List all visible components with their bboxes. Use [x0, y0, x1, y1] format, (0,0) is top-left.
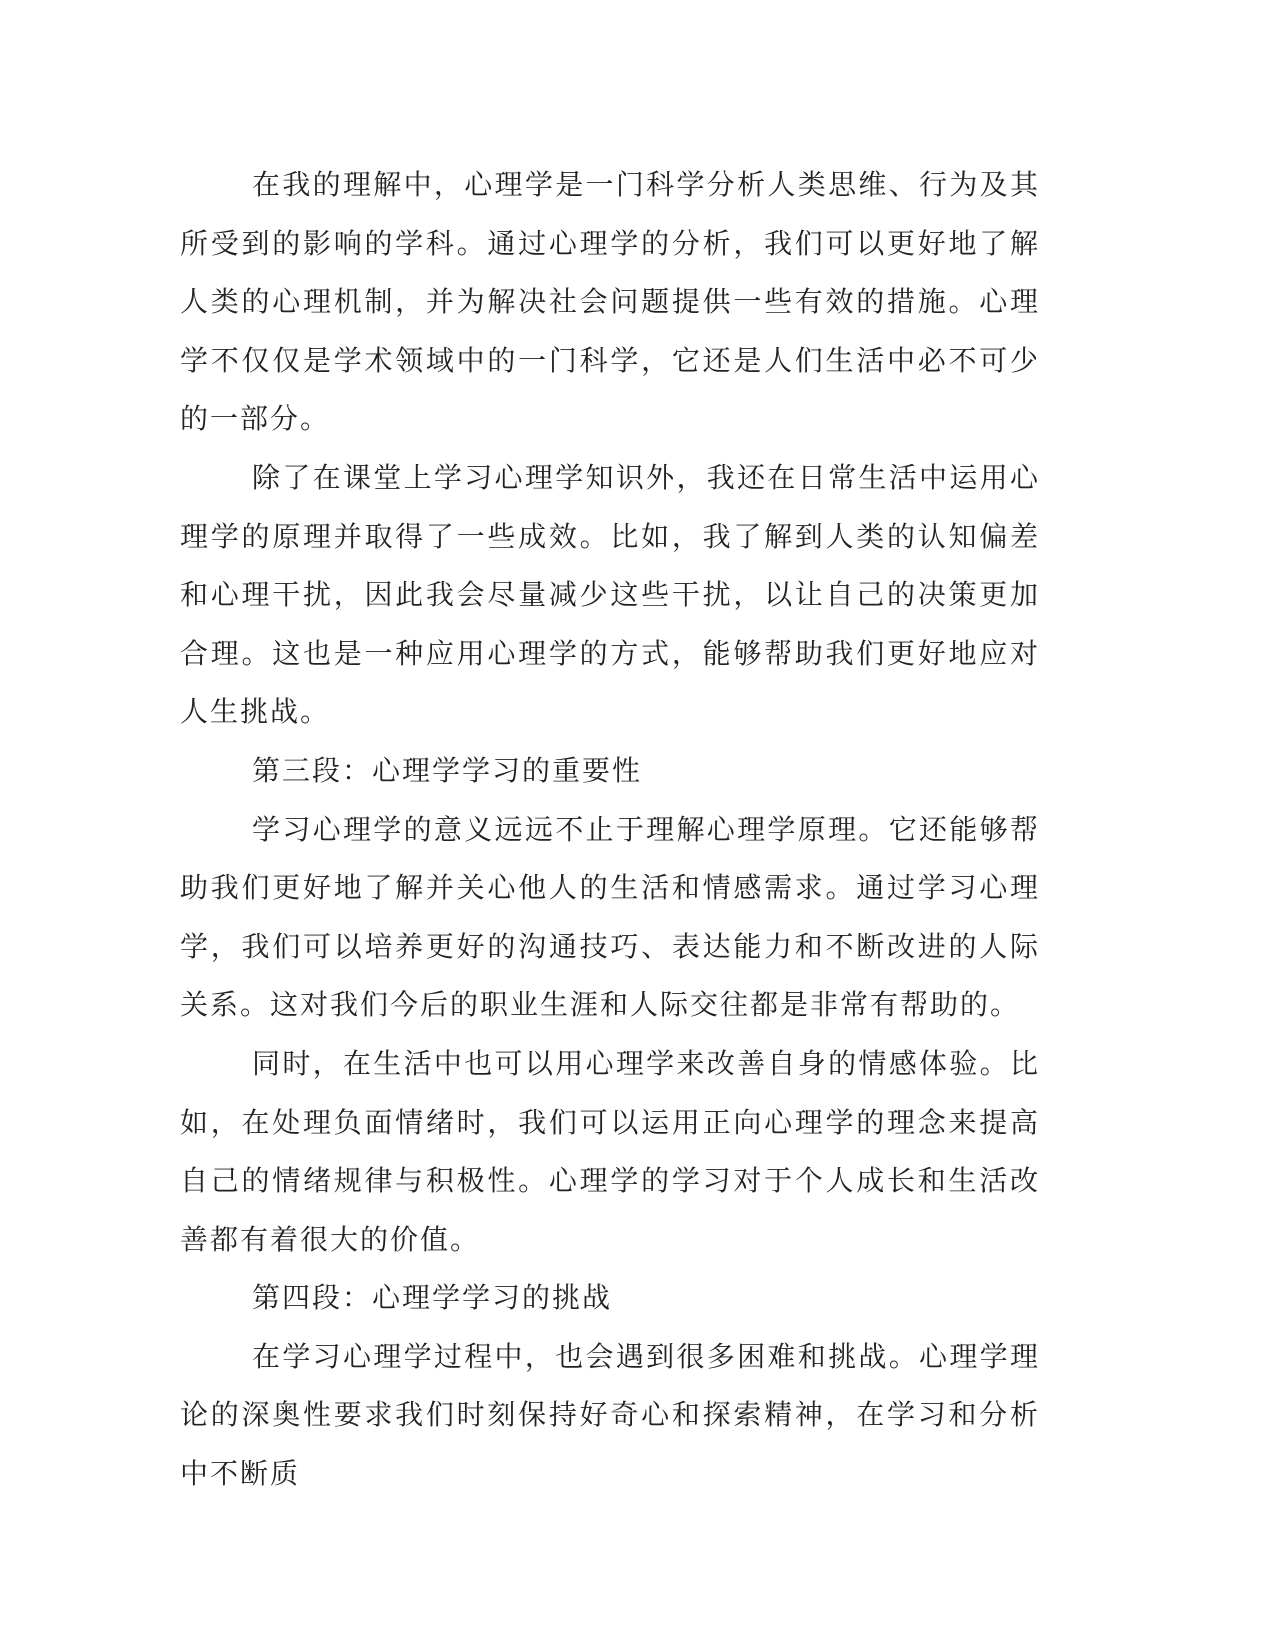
- paragraph-challenges: 在学习心理学过程中，也会遇到很多困难和挑战。心理学理论的深奥性要求我们时刻保持好奇心和探索精神，在学习和分析中不断质: [180, 1339, 1040, 1491]
- section-heading-importance: 第三段：心理学学习的重要性: [252, 753, 643, 787]
- paragraph-importance: 学习心理学的意义远远不止于理解心理学原理。它还能够帮助我们更好地了解并关心他人的生活和情感需求。通过学习心理学，我们可以培养更好的沟通技巧、表达能力和不断改进的人际关系。这对我们今后的职业生涯和人际交往都是非常有帮助的。: [180, 812, 1040, 1022]
- paragraph-understanding: 在我的理解中，心理学是一门科学分析人类思维、行为及其所受到的影响的学科。通过心理学的分析，我们可以更好地了解人类的心理机制，并为解决社会问题提供一些有效的措施。心理学不仅仅是学术领域中的一门科学，它还是人们生活中必不可少的一部分。: [180, 168, 1040, 436]
- paragraph-application: 除了在课堂上学习心理学知识外，我还在日常生活中运用心理学的原理并取得了一些成效。比如，我了解到人类的认知偏差和心理干扰，因此我会尽量减少这些干扰，以让自己的决策更加合理。这也是一种应用心理学的方式，能够帮助我们更好地应对人生挑战。: [180, 460, 1040, 729]
- document-body: [180, 156, 1040, 1504]
- section-heading-challenges: 第四段：心理学学习的挑战: [252, 1281, 613, 1315]
- paragraph-emotional-experience: 同时，在生活中也可以用心理学来改善自身的情感体验。比如，在处理负面情绪时，我们可以运用正向心理学的理念来提高自己的情绪规律与积极性。心理学的学习对于个人成长和生活改善都有着很大的价值。: [180, 1046, 1040, 1256]
